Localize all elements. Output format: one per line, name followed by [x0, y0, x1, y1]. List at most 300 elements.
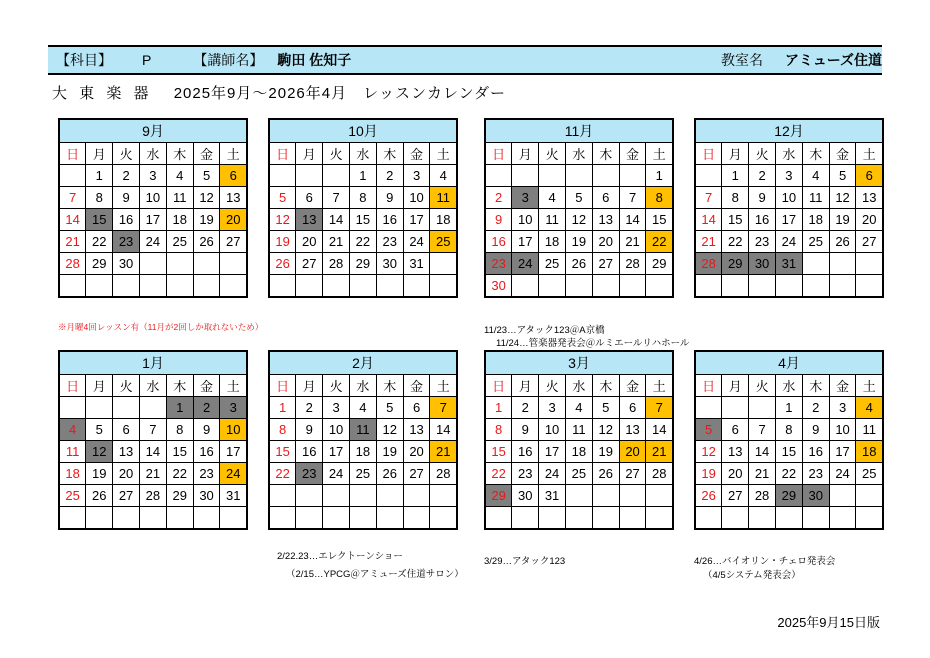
- day-cell[interactable]: 9: [749, 187, 776, 209]
- day-cell[interactable]: 19: [193, 209, 220, 231]
- day-cell[interactable]: 21: [430, 441, 457, 463]
- day-cell[interactable]: 20: [592, 231, 619, 253]
- day-cell[interactable]: 7: [619, 187, 646, 209]
- dow-header-火: 火: [749, 143, 776, 165]
- day-cell-empty: [349, 275, 376, 298]
- day-cell-empty: [619, 485, 646, 507]
- week-row: [269, 275, 457, 298]
- day-cell[interactable]: 14: [139, 441, 166, 463]
- day-cell[interactable]: 19: [565, 231, 592, 253]
- day-cell[interactable]: 15: [485, 441, 512, 463]
- day-cell[interactable]: 3: [220, 397, 247, 419]
- day-cell[interactable]: 30: [193, 485, 220, 507]
- day-cell[interactable]: 21: [646, 441, 673, 463]
- day-cell-empty: [565, 165, 592, 187]
- day-cell[interactable]: 31: [220, 485, 247, 507]
- day-cell-empty: [193, 253, 220, 275]
- day-cell-empty: [485, 507, 512, 530]
- day-cell[interactable]: 14: [695, 209, 722, 231]
- week-row: [695, 397, 883, 419]
- day-cell[interactable]: 10: [220, 419, 247, 441]
- day-cell[interactable]: 3: [403, 165, 430, 187]
- day-cell[interactable]: 24: [829, 463, 856, 485]
- day-cell[interactable]: 24: [775, 231, 802, 253]
- day-cell[interactable]: 22: [775, 463, 802, 485]
- day-cell[interactable]: 8: [646, 187, 673, 209]
- day-cell[interactable]: 22: [722, 231, 749, 253]
- day-cell[interactable]: 23: [296, 463, 323, 485]
- day-cell[interactable]: 17: [539, 441, 566, 463]
- day-cell[interactable]: 12: [592, 419, 619, 441]
- day-cell[interactable]: 31: [775, 253, 802, 275]
- day-cell[interactable]: 9: [296, 419, 323, 441]
- day-cell[interactable]: 19: [86, 463, 113, 485]
- day-cell[interactable]: 28: [646, 463, 673, 485]
- day-cell[interactable]: 6: [619, 397, 646, 419]
- day-cell-empty: [59, 507, 86, 530]
- day-cell[interactable]: 23: [485, 253, 512, 275]
- day-cell[interactable]: 25: [802, 231, 829, 253]
- day-cell[interactable]: 9: [376, 187, 403, 209]
- day-cell[interactable]: 2: [512, 397, 539, 419]
- day-cell[interactable]: 15: [269, 441, 296, 463]
- day-cell[interactable]: 26: [695, 485, 722, 507]
- month-note: 4/26…バイオリン・チェロ発表会: [694, 556, 836, 567]
- day-cell[interactable]: 7: [59, 187, 86, 209]
- day-cell[interactable]: 7: [430, 397, 457, 419]
- day-cell[interactable]: 17: [220, 441, 247, 463]
- day-cell[interactable]: 26: [193, 231, 220, 253]
- day-cell-empty: [565, 275, 592, 298]
- day-cell[interactable]: 21: [695, 231, 722, 253]
- day-cell[interactable]: 24: [220, 463, 247, 485]
- day-cell[interactable]: 26: [376, 463, 403, 485]
- day-cell[interactable]: 19: [829, 209, 856, 231]
- day-cell[interactable]: 10: [775, 187, 802, 209]
- day-cell[interactable]: 20: [403, 441, 430, 463]
- day-cell[interactable]: 30: [485, 275, 512, 298]
- day-cell[interactable]: 23: [512, 463, 539, 485]
- day-cell[interactable]: 12: [269, 209, 296, 231]
- day-cell[interactable]: 25: [430, 231, 457, 253]
- day-cell-empty: [619, 275, 646, 298]
- day-cell[interactable]: 27: [592, 253, 619, 275]
- day-cell[interactable]: 27: [856, 231, 883, 253]
- day-cell[interactable]: 1: [485, 397, 512, 419]
- day-cell[interactable]: 29: [166, 485, 193, 507]
- day-cell[interactable]: 11: [856, 419, 883, 441]
- day-cell[interactable]: 16: [376, 209, 403, 231]
- day-cell[interactable]: 25: [856, 463, 883, 485]
- dow-header-月: 月: [722, 143, 749, 165]
- day-cell[interactable]: 29: [349, 253, 376, 275]
- dow-header-日: 日: [59, 143, 86, 165]
- dow-header-火: 火: [539, 375, 566, 397]
- day-cell[interactable]: 20: [722, 463, 749, 485]
- day-cell[interactable]: 3: [512, 187, 539, 209]
- week-row: [695, 231, 883, 253]
- day-cell[interactable]: 7: [323, 187, 350, 209]
- day-cell[interactable]: 21: [749, 463, 776, 485]
- day-cell[interactable]: 7: [749, 419, 776, 441]
- day-cell[interactable]: 5: [269, 187, 296, 209]
- day-cell-empty: [512, 165, 539, 187]
- day-cell[interactable]: 22: [485, 463, 512, 485]
- day-cell[interactable]: 16: [512, 441, 539, 463]
- day-cell[interactable]: 11: [539, 209, 566, 231]
- day-cell[interactable]: 17: [403, 209, 430, 231]
- day-cell[interactable]: 2: [113, 165, 140, 187]
- day-cell[interactable]: 22: [349, 231, 376, 253]
- day-cell[interactable]: 11: [349, 419, 376, 441]
- day-cell[interactable]: 21: [323, 231, 350, 253]
- day-cell-empty: [59, 165, 86, 187]
- day-cell[interactable]: 29: [646, 253, 673, 275]
- dow-header-金: 金: [829, 143, 856, 165]
- day-cell[interactable]: 30: [376, 253, 403, 275]
- subject-value: P: [142, 52, 152, 68]
- dow-header-土: 土: [430, 143, 457, 165]
- day-cell[interactable]: 14: [646, 419, 673, 441]
- day-cell[interactable]: 27: [296, 253, 323, 275]
- day-cell[interactable]: 16: [193, 441, 220, 463]
- day-cell[interactable]: 24: [403, 231, 430, 253]
- day-cell[interactable]: 5: [695, 419, 722, 441]
- day-cell[interactable]: 8: [166, 419, 193, 441]
- day-cell[interactable]: 10: [403, 187, 430, 209]
- month-block-3月: [484, 350, 674, 530]
- day-cell[interactable]: 29: [775, 485, 802, 507]
- day-cell[interactable]: 13: [403, 419, 430, 441]
- day-cell[interactable]: 29: [722, 253, 749, 275]
- day-cell[interactable]: 9: [512, 419, 539, 441]
- day-cell[interactable]: 2: [296, 397, 323, 419]
- month-block-11月: [484, 118, 674, 298]
- dow-header-月: 月: [722, 375, 749, 397]
- day-cell[interactable]: 19: [269, 231, 296, 253]
- week-row: [695, 507, 883, 530]
- day-cell[interactable]: 29: [485, 485, 512, 507]
- day-cell[interactable]: 19: [592, 441, 619, 463]
- day-cell[interactable]: 13: [220, 187, 247, 209]
- dow-header-火: 火: [749, 375, 776, 397]
- day-cell[interactable]: 28: [695, 253, 722, 275]
- day-cell[interactable]: 4: [802, 165, 829, 187]
- day-cell-empty: [565, 507, 592, 530]
- day-cell[interactable]: 25: [349, 463, 376, 485]
- day-cell[interactable]: 15: [349, 209, 376, 231]
- day-cell[interactable]: 3: [139, 165, 166, 187]
- day-cell[interactable]: 9: [193, 419, 220, 441]
- day-cell[interactable]: 20: [113, 463, 140, 485]
- day-cell[interactable]: 29: [86, 253, 113, 275]
- day-cell-empty: [695, 165, 722, 187]
- day-cell[interactable]: 22: [269, 463, 296, 485]
- day-cell[interactable]: 31: [539, 485, 566, 507]
- day-cell[interactable]: 25: [539, 253, 566, 275]
- day-cell[interactable]: 16: [802, 441, 829, 463]
- day-cell[interactable]: 18: [539, 231, 566, 253]
- day-cell[interactable]: 1: [166, 397, 193, 419]
- day-cell[interactable]: 12: [193, 187, 220, 209]
- day-cell[interactable]: 10: [139, 187, 166, 209]
- day-cell[interactable]: 18: [565, 441, 592, 463]
- day-cell[interactable]: 7: [646, 397, 673, 419]
- day-cell[interactable]: 26: [565, 253, 592, 275]
- day-cell[interactable]: 4: [430, 165, 457, 187]
- day-cell[interactable]: 28: [619, 253, 646, 275]
- day-cell[interactable]: 23: [376, 231, 403, 253]
- dow-header-金: 金: [403, 143, 430, 165]
- day-cell[interactable]: 27: [220, 231, 247, 253]
- day-cell[interactable]: 18: [802, 209, 829, 231]
- month-title: 2月: [269, 351, 457, 375]
- day-cell[interactable]: 1: [86, 165, 113, 187]
- day-cell[interactable]: 26: [269, 253, 296, 275]
- day-cell[interactable]: 22: [86, 231, 113, 253]
- day-cell[interactable]: 15: [775, 441, 802, 463]
- day-cell[interactable]: 26: [592, 463, 619, 485]
- day-cell[interactable]: 5: [86, 419, 113, 441]
- day-cell-empty: [86, 397, 113, 419]
- day-cell-empty: [592, 507, 619, 530]
- day-cell[interactable]: 13: [296, 209, 323, 231]
- day-cell[interactable]: 15: [722, 209, 749, 231]
- day-cell[interactable]: 6: [722, 419, 749, 441]
- day-cell[interactable]: 16: [749, 209, 776, 231]
- day-cell[interactable]: 20: [220, 209, 247, 231]
- day-cell[interactable]: 6: [220, 165, 247, 187]
- day-cell[interactable]: 12: [829, 187, 856, 209]
- dow-header-金: 金: [619, 375, 646, 397]
- day-cell[interactable]: 10: [539, 419, 566, 441]
- day-cell[interactable]: 6: [403, 397, 430, 419]
- day-cell[interactable]: 22: [646, 231, 673, 253]
- day-cell[interactable]: 23: [749, 231, 776, 253]
- day-cell[interactable]: 25: [166, 231, 193, 253]
- day-cell[interactable]: 8: [86, 187, 113, 209]
- day-cell[interactable]: 5: [565, 187, 592, 209]
- period-label: 2025年9月〜2026年4月 レッスンカレンダー: [173, 85, 506, 102]
- day-cell[interactable]: 8: [269, 419, 296, 441]
- day-cell[interactable]: 21: [59, 231, 86, 253]
- day-cell[interactable]: 28: [139, 485, 166, 507]
- day-cell[interactable]: 11: [166, 187, 193, 209]
- day-cell[interactable]: 27: [619, 463, 646, 485]
- dow-header-日: 日: [59, 375, 86, 397]
- day-cell[interactable]: 18: [856, 441, 883, 463]
- page-title: [52, 82, 506, 103]
- day-cell[interactable]: 4: [856, 397, 883, 419]
- dow-header-木: 木: [592, 375, 619, 397]
- revision-date: 2025年9月15日版: [777, 615, 880, 630]
- day-cell[interactable]: 5: [376, 397, 403, 419]
- day-cell[interactable]: 9: [485, 209, 512, 231]
- day-cell[interactable]: 17: [775, 209, 802, 231]
- day-cell-empty: [856, 485, 883, 507]
- day-cell[interactable]: 17: [323, 441, 350, 463]
- week-row: [269, 463, 457, 485]
- day-cell[interactable]: 30: [512, 485, 539, 507]
- day-cell[interactable]: 15: [166, 441, 193, 463]
- day-cell-empty: [695, 397, 722, 419]
- month-table: [694, 350, 884, 530]
- day-cell[interactable]: 24: [323, 463, 350, 485]
- day-cell[interactable]: 16: [296, 441, 323, 463]
- day-cell[interactable]: 1: [646, 165, 673, 187]
- day-cell[interactable]: 5: [193, 165, 220, 187]
- day-cell[interactable]: 4: [349, 397, 376, 419]
- day-cell[interactable]: 6: [113, 419, 140, 441]
- day-cell[interactable]: 19: [376, 441, 403, 463]
- day-cell[interactable]: 11: [430, 187, 457, 209]
- day-cell[interactable]: 14: [749, 441, 776, 463]
- dow-header-火: 火: [113, 143, 140, 165]
- day-cell[interactable]: 13: [722, 441, 749, 463]
- day-cell[interactable]: 8: [349, 187, 376, 209]
- day-cell[interactable]: 8: [485, 419, 512, 441]
- day-cell[interactable]: 12: [695, 441, 722, 463]
- day-cell[interactable]: 13: [619, 419, 646, 441]
- day-cell[interactable]: 2: [376, 165, 403, 187]
- day-cell[interactable]: 1: [775, 397, 802, 419]
- day-cell[interactable]: 10: [512, 209, 539, 231]
- day-cell[interactable]: 17: [139, 209, 166, 231]
- day-cell[interactable]: 12: [376, 419, 403, 441]
- day-cell[interactable]: 23: [802, 463, 829, 485]
- day-cell[interactable]: 17: [829, 441, 856, 463]
- day-cell[interactable]: 19: [695, 463, 722, 485]
- day-cell[interactable]: 28: [323, 253, 350, 275]
- day-cell[interactable]: 14: [430, 419, 457, 441]
- day-cell[interactable]: 28: [430, 463, 457, 485]
- day-cell[interactable]: 28: [59, 253, 86, 275]
- day-cell[interactable]: 23: [193, 463, 220, 485]
- day-cell[interactable]: 4: [59, 419, 86, 441]
- week-row: [485, 441, 673, 463]
- day-cell[interactable]: 18: [166, 209, 193, 231]
- day-cell[interactable]: 12: [86, 441, 113, 463]
- day-cell[interactable]: 18: [430, 209, 457, 231]
- day-cell-empty: [430, 275, 457, 298]
- day-cell[interactable]: 8: [775, 419, 802, 441]
- day-cell[interactable]: 16: [485, 231, 512, 253]
- day-cell[interactable]: 13: [113, 441, 140, 463]
- day-cell-empty: [220, 275, 247, 298]
- day-cell[interactable]: 16: [113, 209, 140, 231]
- dow-header-土: 土: [856, 143, 883, 165]
- day-cell[interactable]: 6: [592, 187, 619, 209]
- month-note: 2/22.23…エレクトーンショー: [277, 551, 403, 562]
- day-cell[interactable]: 13: [592, 209, 619, 231]
- day-cell[interactable]: 5: [592, 397, 619, 419]
- day-cell-empty: [403, 507, 430, 530]
- day-cell[interactable]: 2: [193, 397, 220, 419]
- day-cell[interactable]: 22: [166, 463, 193, 485]
- day-cell[interactable]: 9: [113, 187, 140, 209]
- day-cell[interactable]: 24: [512, 253, 539, 275]
- day-cell[interactable]: 24: [139, 231, 166, 253]
- day-cell[interactable]: 3: [829, 397, 856, 419]
- day-cell[interactable]: 11: [802, 187, 829, 209]
- day-cell[interactable]: 3: [323, 397, 350, 419]
- day-cell[interactable]: 20: [856, 209, 883, 231]
- day-cell[interactable]: 1: [722, 165, 749, 187]
- day-cell[interactable]: 13: [856, 187, 883, 209]
- day-cell[interactable]: 21: [139, 463, 166, 485]
- day-cell[interactable]: 8: [722, 187, 749, 209]
- day-cell[interactable]: 4: [166, 165, 193, 187]
- day-cell[interactable]: 26: [86, 485, 113, 507]
- day-cell[interactable]: 30: [802, 485, 829, 507]
- day-cell[interactable]: 17: [512, 231, 539, 253]
- day-cell[interactable]: 20: [296, 231, 323, 253]
- day-cell[interactable]: 20: [619, 441, 646, 463]
- day-cell[interactable]: 14: [323, 209, 350, 231]
- day-cell[interactable]: 7: [695, 187, 722, 209]
- day-cell[interactable]: 30: [749, 253, 776, 275]
- day-cell[interactable]: 5: [829, 165, 856, 187]
- day-cell[interactable]: 31: [403, 253, 430, 275]
- day-cell[interactable]: 25: [565, 463, 592, 485]
- day-cell[interactable]: 11: [59, 441, 86, 463]
- day-cell[interactable]: 10: [323, 419, 350, 441]
- day-cell[interactable]: 27: [403, 463, 430, 485]
- day-cell[interactable]: 4: [565, 397, 592, 419]
- day-cell[interactable]: 27: [113, 485, 140, 507]
- day-cell[interactable]: 6: [296, 187, 323, 209]
- month-title: 12月: [695, 119, 883, 143]
- day-cell[interactable]: 27: [722, 485, 749, 507]
- day-cell-empty: [139, 507, 166, 530]
- day-cell[interactable]: 18: [59, 463, 86, 485]
- day-cell[interactable]: 3: [539, 397, 566, 419]
- day-cell[interactable]: 15: [646, 209, 673, 231]
- dow-header-木: 木: [802, 143, 829, 165]
- day-cell[interactable]: 3: [775, 165, 802, 187]
- day-cell-empty: [113, 397, 140, 419]
- day-cell[interactable]: 9: [802, 419, 829, 441]
- day-cell[interactable]: 6: [856, 165, 883, 187]
- day-cell[interactable]: 28: [749, 485, 776, 507]
- day-cell[interactable]: 2: [485, 187, 512, 209]
- day-cell[interactable]: 11: [565, 419, 592, 441]
- day-cell[interactable]: 1: [269, 397, 296, 419]
- day-cell-empty: [220, 253, 247, 275]
- day-cell-empty: [539, 165, 566, 187]
- day-cell[interactable]: 12: [565, 209, 592, 231]
- day-cell[interactable]: 15: [86, 209, 113, 231]
- day-cell-empty: [269, 275, 296, 298]
- day-cell[interactable]: 18: [349, 441, 376, 463]
- day-cell[interactable]: 1: [349, 165, 376, 187]
- day-cell[interactable]: 2: [749, 165, 776, 187]
- day-cell[interactable]: 30: [113, 253, 140, 275]
- day-cell-empty: [802, 275, 829, 298]
- day-cell[interactable]: 10: [829, 419, 856, 441]
- day-cell[interactable]: 14: [59, 209, 86, 231]
- day-cell[interactable]: 14: [619, 209, 646, 231]
- day-cell[interactable]: 4: [539, 187, 566, 209]
- day-cell[interactable]: 2: [802, 397, 829, 419]
- day-cell[interactable]: 23: [113, 231, 140, 253]
- month-table: [58, 118, 248, 298]
- day-cell[interactable]: 21: [619, 231, 646, 253]
- day-cell[interactable]: 26: [829, 231, 856, 253]
- day-cell[interactable]: 7: [139, 419, 166, 441]
- day-cell[interactable]: 25: [59, 485, 86, 507]
- day-cell[interactable]: 24: [539, 463, 566, 485]
